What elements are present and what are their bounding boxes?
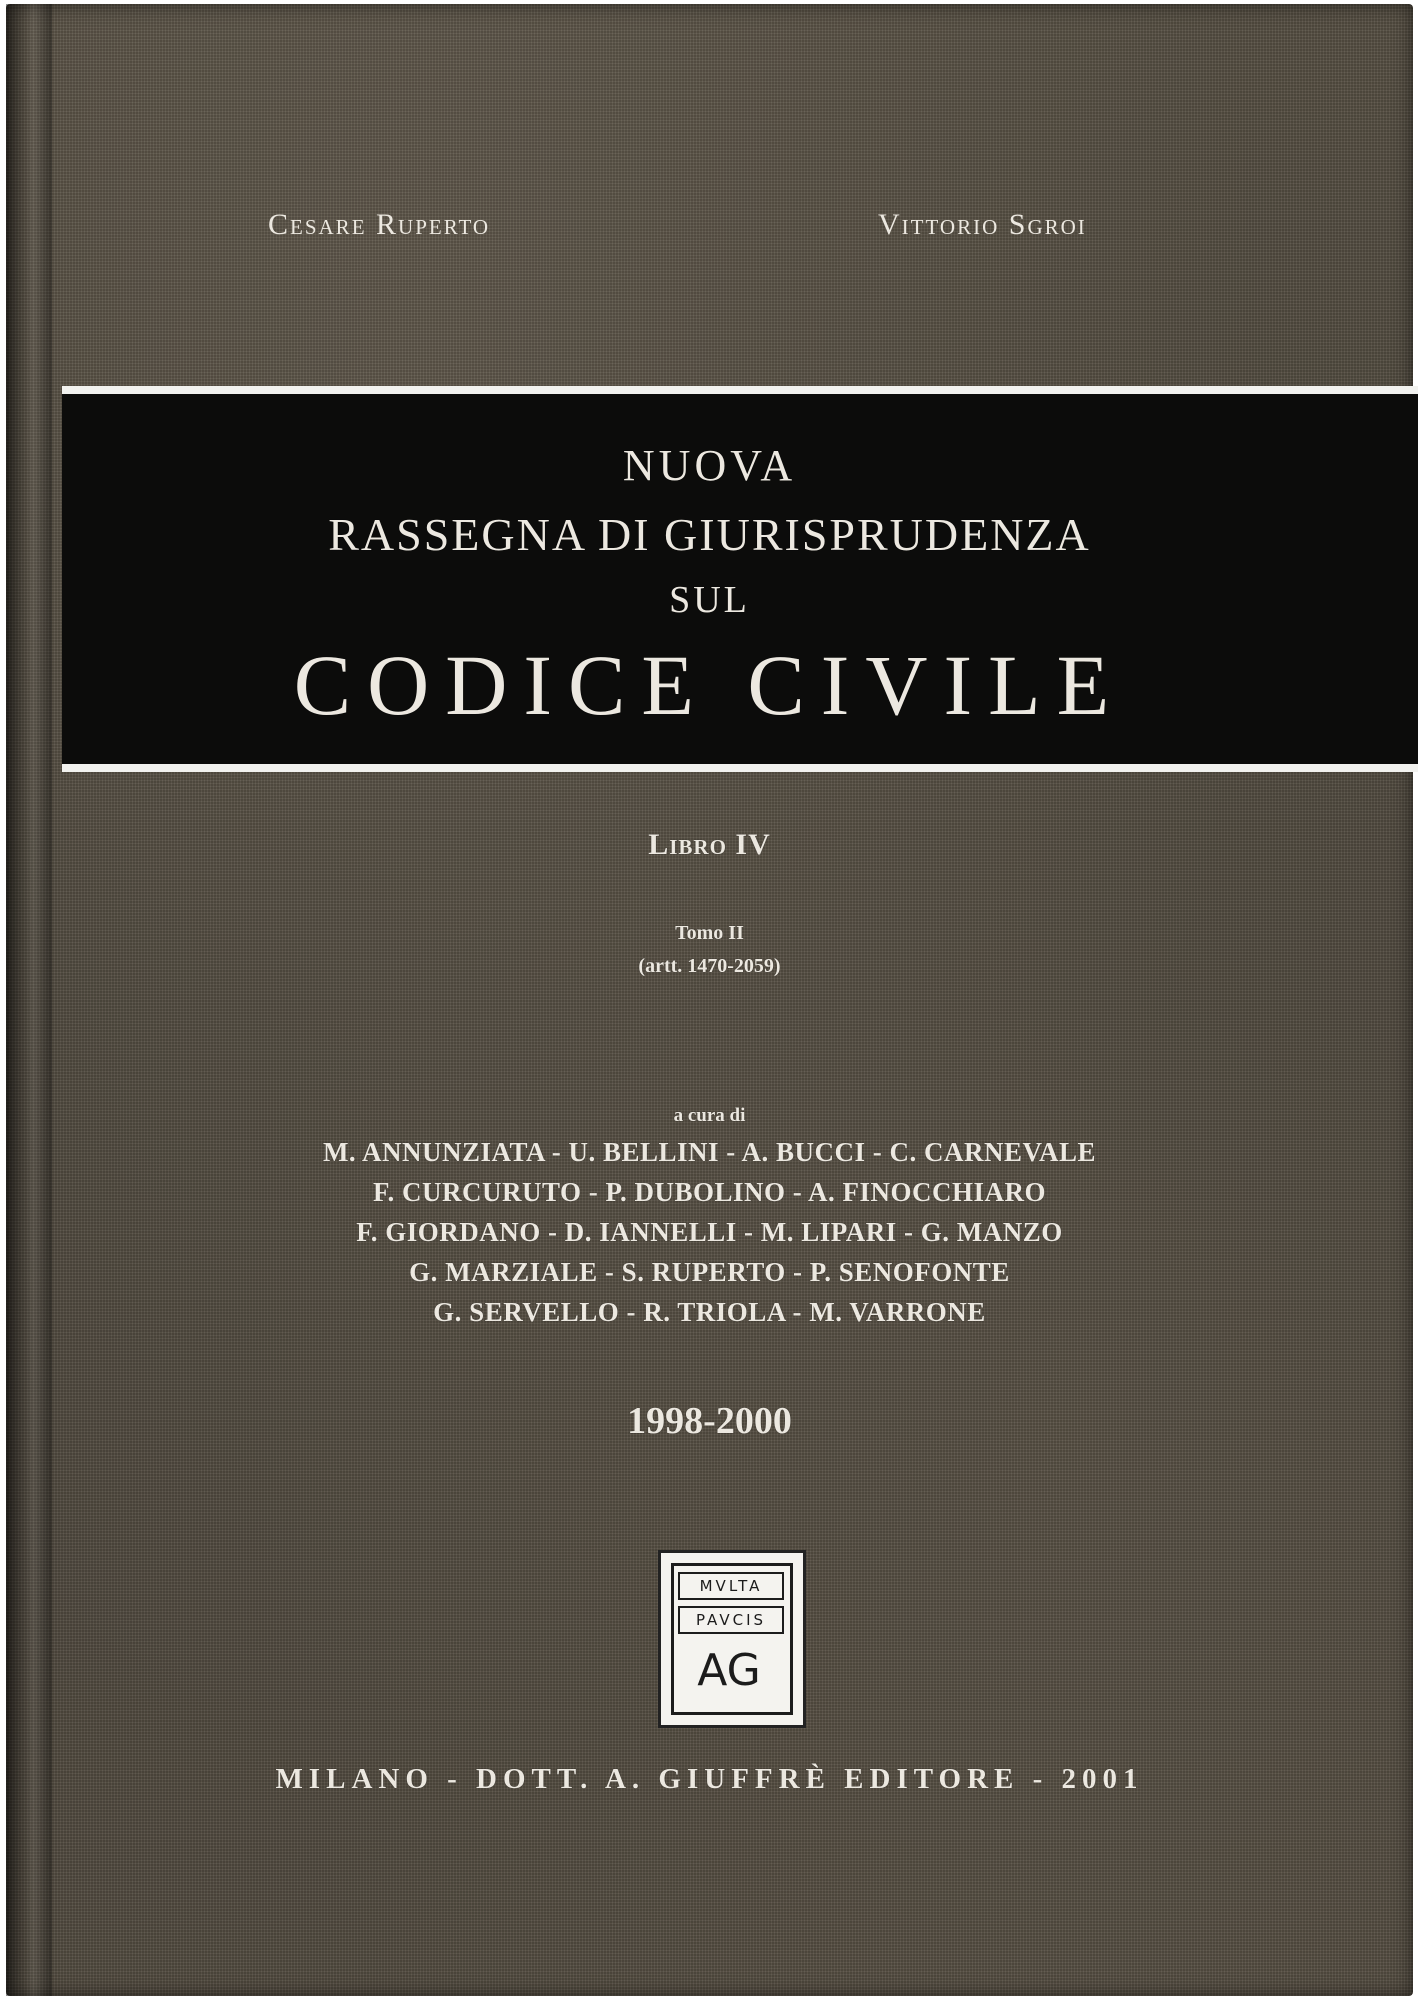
- title-line-rassegna: RASSEGNA DI GIURISPRUDENZA: [328, 509, 1091, 560]
- volume-articles: (artt. 1470-2059): [638, 955, 781, 977]
- publisher-logo: [658, 1550, 806, 1728]
- spine-hinge: [6, 4, 52, 1996]
- logo-motto-line1: MVLTA: [678, 1572, 784, 1600]
- logo-motto-line2: PAVCIS: [678, 1606, 784, 1634]
- volume-tomo: Tomo II: [675, 922, 744, 944]
- editors-line: F. CURCURUTO - P. DUBOLINO - A. FINOCCHIARO: [372, 1177, 1047, 1207]
- author-right: Vittorio Sgroi: [878, 208, 1087, 241]
- editors-line: G. SERVELLO - R. TRIOLA - M. VARRONE: [433, 1297, 986, 1327]
- title-line-nuova: NUOVA: [622, 441, 797, 490]
- logo-frame: [671, 1563, 793, 1715]
- author-left: Cesare Ruperto: [268, 208, 491, 241]
- years: 1998-2000: [627, 1400, 792, 1442]
- editors-line: F. GIORDANO - D. IANNELLI - M. LIPARI - G. MANZO: [356, 1217, 1063, 1247]
- editors-line: G. MARZIALE - S. RUPERTO - P. SENOFONTE: [409, 1257, 1010, 1287]
- title-line-sul: SUL: [669, 579, 750, 621]
- volume-libro: Libro IV: [648, 828, 771, 861]
- publisher-imprint: MILANO - DOTT. A. GIUFFRÈ EDITORE - 2001: [275, 1763, 1144, 1795]
- logo-initials: AG: [697, 1645, 761, 1696]
- editors-line: M. ANNUNZIATA - U. BELLINI - A. BUCCI - C. CARNEVALE: [322, 1137, 1097, 1167]
- title-line-codice-civile: CODICE CIVILE: [293, 637, 1126, 733]
- editors-intro: a cura di: [673, 1105, 746, 1126]
